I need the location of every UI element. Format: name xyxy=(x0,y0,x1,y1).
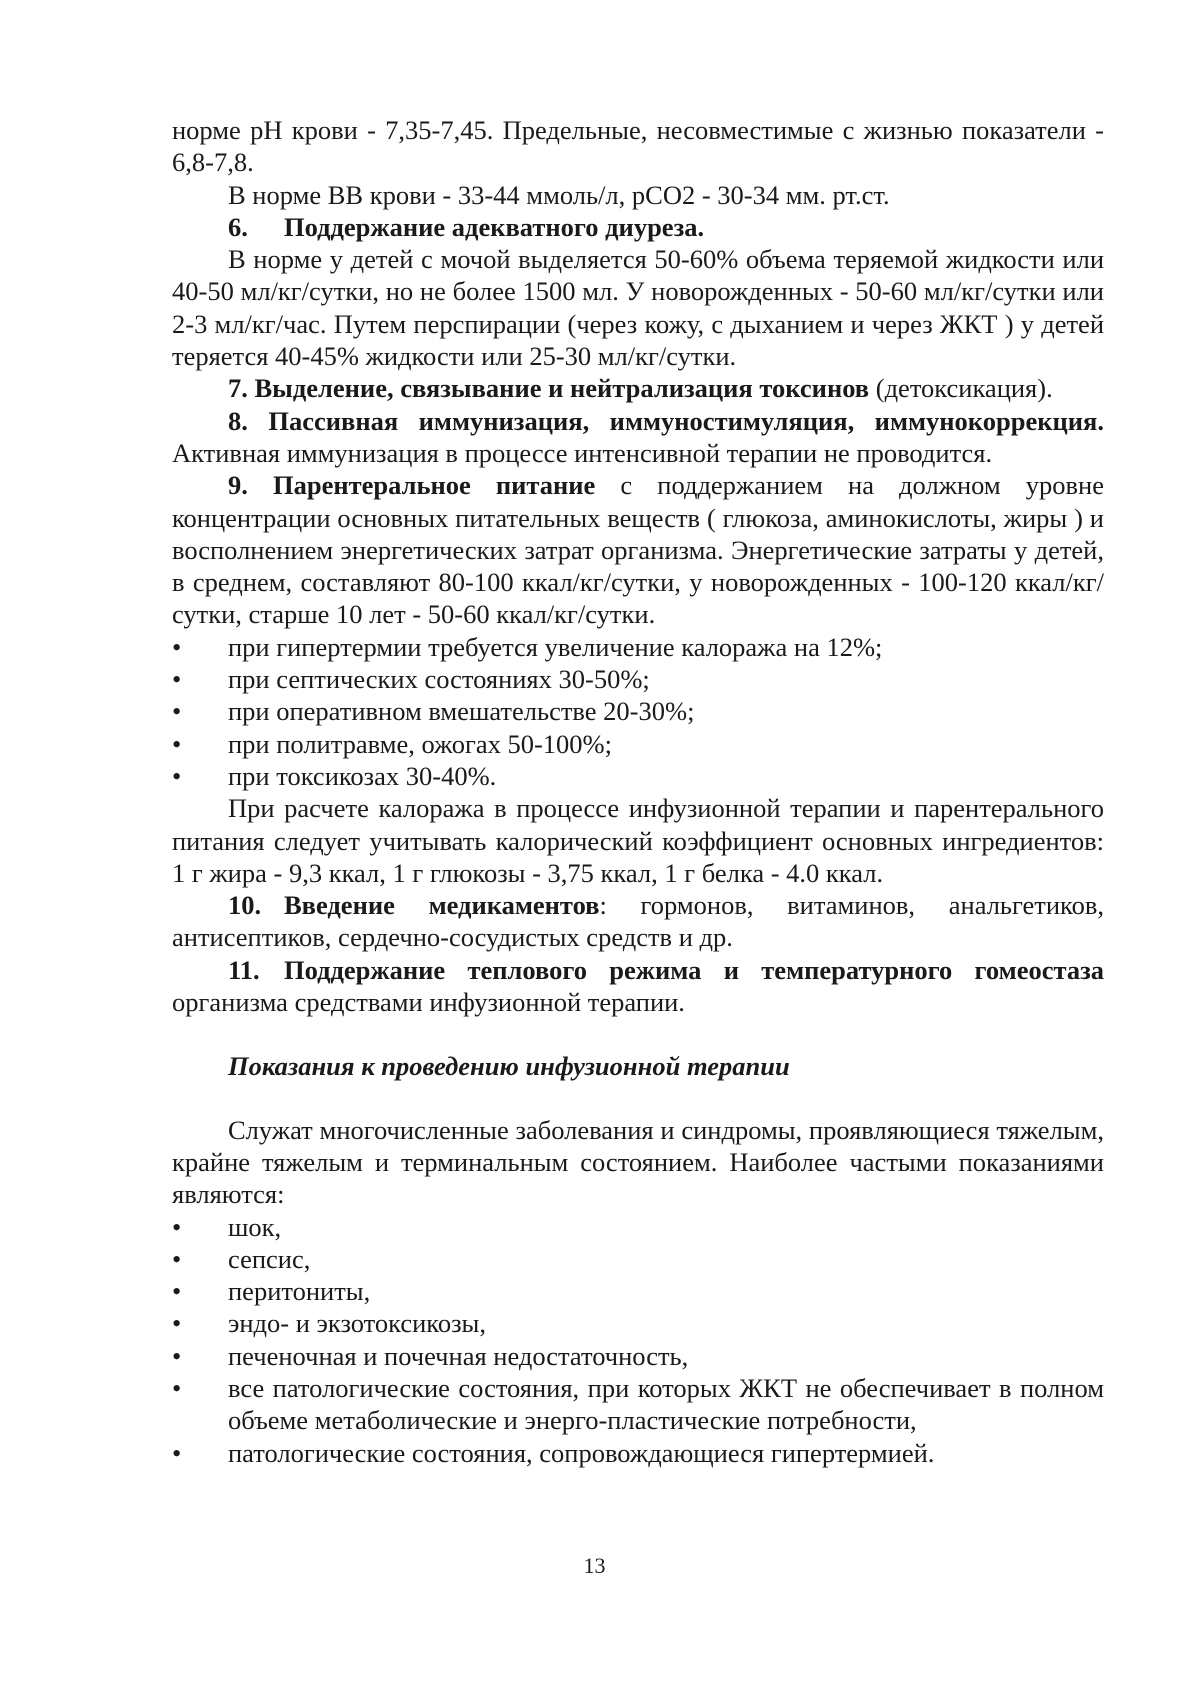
item-7-text: (детоксикация). xyxy=(869,373,1053,404)
list-item: • патологические состояния, сопровождающиеся гипертермией. xyxy=(172,1437,935,1468)
paragraph-item-9 xyxy=(172,469,1104,630)
list-item: • при политравме, ожогах 50-100%; xyxy=(172,728,612,759)
bullet-icon: • xyxy=(172,1243,182,1274)
paragraph-item-10 xyxy=(172,889,1104,954)
bullet-icon: • xyxy=(172,1308,182,1339)
list-item: • при токсикозах 30-40%. xyxy=(172,760,497,791)
list-item: • при гипертермии требуется увеличение калоража на 12%; xyxy=(172,631,883,662)
paragraph-item-8 xyxy=(172,405,1104,470)
item-11-title: Поддержание теплового режима и температурного гомеостаза xyxy=(284,954,1104,985)
list-item: • перитониты, xyxy=(172,1276,371,1307)
item-11-text: организма средствами инфузионной терапии. xyxy=(172,987,685,1018)
bullet-icon: • xyxy=(172,1340,182,1371)
bullet-icon: • xyxy=(172,1437,182,1468)
list-item: • сепсис, xyxy=(172,1243,311,1274)
bullet-icon: • xyxy=(172,1276,182,1307)
list-item: • при септических состояниях 30-50%; xyxy=(172,664,650,695)
paragraph-item-11 xyxy=(172,954,1104,1019)
heading-6-number: 6. xyxy=(228,211,248,242)
bullet-icon: • xyxy=(172,696,182,727)
list-item: • печеночная и почечная недостаточность, xyxy=(172,1340,689,1371)
bullet-icon: • xyxy=(172,728,182,759)
bullet-icon: • xyxy=(172,664,182,695)
item-9-text: с поддержанием на должном уровне концентрации основных питательных веществ ( глюкоза, аминокислоты, жиры ) и восполнением энергетических затрат организма. Энергетические затраты у детей, в среднем, составляют 80-100 ккал/кг/сутки, у новорожденных - 100-120 ккал/кг/сутки, старше 10 лет - 50-60 ккал/кг/сутки. xyxy=(172,470,1104,630)
paragraph-ph-limits: норме рН крови - 7,35-7,45. Предельные, несовместимые с жизнью показатели - 6,8-7,8. xyxy=(172,115,1104,178)
heading-6 xyxy=(172,211,1104,243)
item-8-text: Активная иммунизация в процессе интенсивной терапии не проводится. xyxy=(172,437,993,468)
item-10-title: Введение медикаментов xyxy=(284,890,600,921)
list-item: • при оперативном вмешательстве 20-30%; xyxy=(172,696,695,727)
bullet-icon: • xyxy=(172,1211,182,1242)
bullet-icon: • xyxy=(172,1372,182,1403)
indications-list xyxy=(172,1211,1104,1469)
item-10-number: 10. xyxy=(228,890,262,921)
page-body xyxy=(172,114,1104,1469)
list-item: • шок, xyxy=(172,1211,282,1242)
paragraph-bb-norm: В норме ВВ крови - 33-44 ммоль/л, рСО2 - 30-34 мм. рт.ст. xyxy=(228,179,890,210)
paragraph-item-7 xyxy=(172,372,1104,404)
section-subheading: Показания к проведению инфузионной терапии xyxy=(228,1051,790,1082)
calorie-increase-list xyxy=(172,631,1104,792)
item-9-title: 9. Парентеральное питание xyxy=(228,470,596,501)
bullet-icon: • xyxy=(172,631,182,662)
paragraph-indications: Служат многочисленные заболевания и синдромы, проявляющиеся тяжелым, крайне тяжелым и терминальным состоянием. Наиболее частыми показаниями являются: xyxy=(172,1114,1104,1210)
heading-6-title: Поддержание адекватного диуреза. xyxy=(284,211,705,242)
page-number: 13 xyxy=(583,1553,606,1578)
item-10-text: : гормонов, витаминов, анальгетиков, антисептиков, сердечно-сосудистых средств и др. xyxy=(172,890,1104,953)
paragraph-diuresis: В норме у детей с мочой выделяется 50-60% объема теряемой жидкости или 40-50 мл/кг/сутки, но не более 1500 мл. У новорожденных - 50-60 мл/кг/сутки или 2-3 мл/кг/час. Путем перспирации (через кожу, с дыханием и через ЖКТ ) у детей теряется 40-45% жидкости или 25-30 мл/кг/сутки. xyxy=(172,244,1104,372)
paragraph-calorie-calc: При расчете калоража в процессе инфузионной терапии и парентерального питания следует учитывать калорический коэффициент основных ингредиентов: 1 г жира - 9,3 ккал, 1 г глюкозы - 3,75 ккал, 1 г белка - 4.0 ккал. xyxy=(172,793,1104,888)
list-item: • эндо- и экзотоксикозы, xyxy=(172,1308,486,1339)
item-7-title: 7. Выделение, связывание и нейтрализация токсинов xyxy=(228,373,870,404)
list-item: • все патологические состояния, при которых ЖКТ не обеспечивает в полном объеме метаболические и энерго-пластические потребности, xyxy=(172,1372,1104,1436)
item-11-number: 11. xyxy=(228,954,260,985)
bullet-icon: • xyxy=(172,760,182,791)
item-8-title: 8. Пассивная иммунизация, иммуностимуляция, иммунокоррекция. xyxy=(228,405,1104,436)
